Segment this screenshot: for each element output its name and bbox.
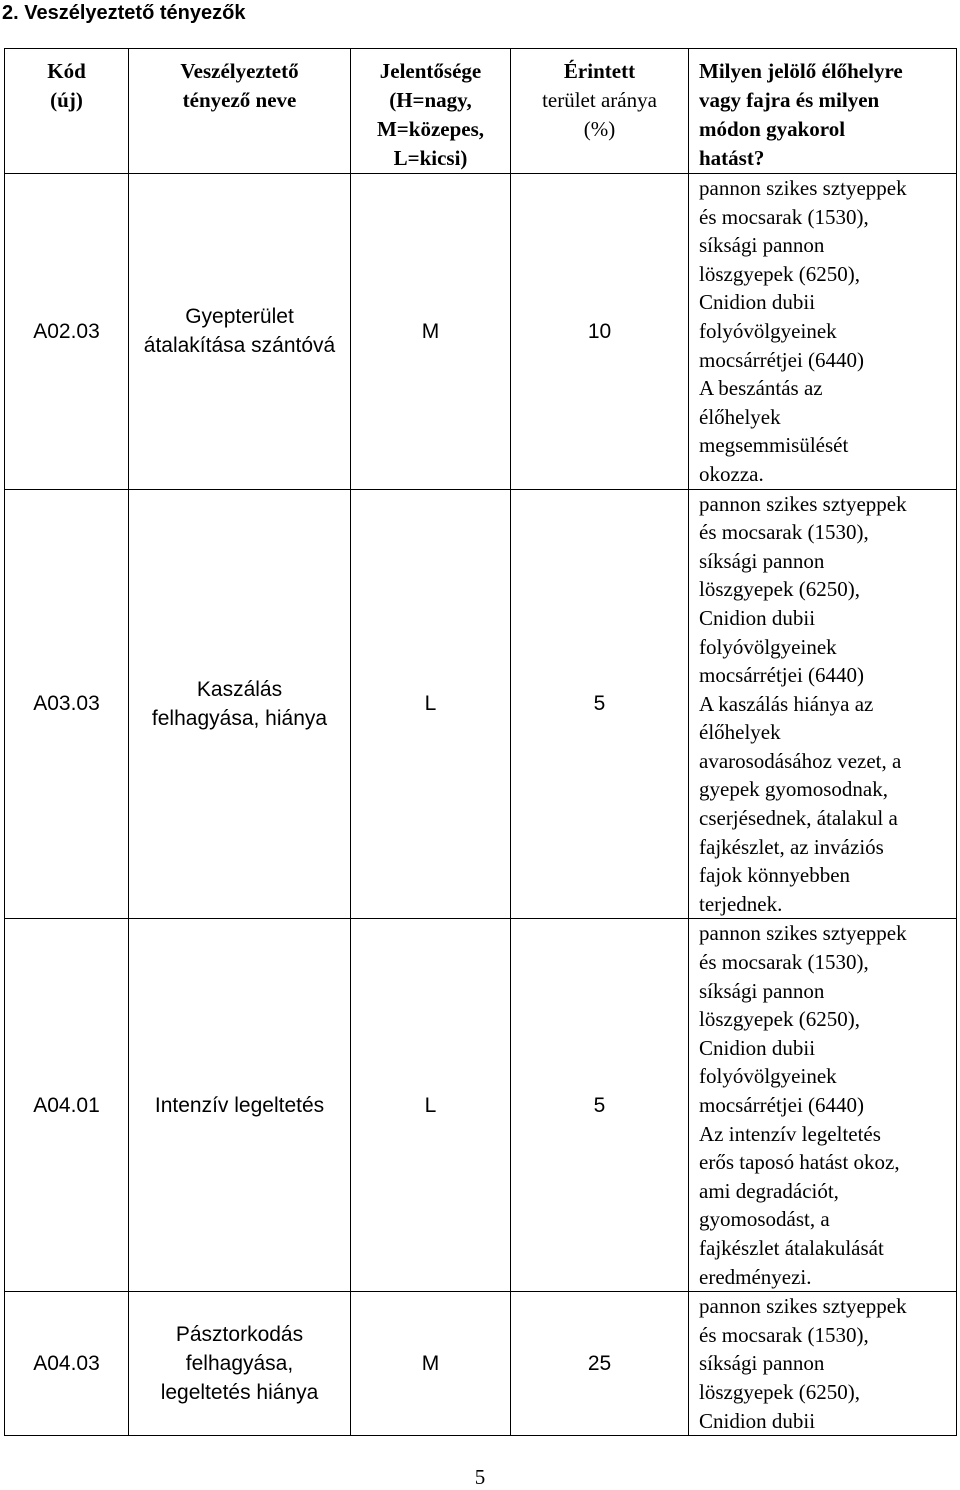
page-number: 5: [474, 1465, 486, 1489]
row-code: A04.03: [5, 1292, 129, 1436]
row-code: A02.03: [5, 174, 129, 490]
row-code: A03.03: [5, 489, 129, 919]
row-description: pannon szikes sztyeppek és mocsarak (1530), síksági pannon löszgyepek (6250), Cnidion dubii folyóvölgyeinek mocsárrétjei (6440) A kaszálás hiánya az élőhelyek avarosodásához vezet, a gyepek gyomosodnak, cserjésednek, átalakul a fajkészlet, az inváziós fajok könnyebben terjednek.: [689, 489, 957, 919]
row-name: Pásztorkodás felhagyása, legeltetés hiánya: [129, 1292, 351, 1436]
row-significance: M: [351, 1292, 511, 1436]
header-code-text: Kód (új): [47, 59, 86, 112]
table-row: [5, 174, 957, 490]
table-row: [5, 919, 957, 1292]
header-name: [129, 49, 351, 174]
header-impact-text: Milyen jelölő élőhelyre vagy fajra és milyen módon gyakorol hatást?: [699, 59, 903, 170]
row-percent: 10: [511, 174, 689, 490]
header-percent: [511, 49, 689, 174]
table-header-row: [5, 49, 957, 174]
threat-factors-table: [4, 48, 957, 1436]
header-impact: [689, 49, 957, 174]
row-name: Gyepterület átalakítása szántóvá: [129, 174, 351, 490]
section-title: 2. Veszélyeztető tényezők: [2, 2, 246, 24]
header-significance-text: Jelentősége (H=nagy, M=közepes, L=kicsi): [376, 59, 485, 170]
table-row: [5, 489, 957, 919]
row-significance: L: [351, 919, 511, 1292]
row-name: Kaszálás felhagyása, hiánya: [129, 489, 351, 919]
header-name-text: Veszélyeztető tényező neve: [180, 59, 299, 112]
header-percent-text: Érintett terület aránya (%): [542, 59, 657, 141]
row-description: pannon szikes sztyeppek és mocsarak (1530), síksági pannon löszgyepek (6250), Cnidion dubii: [689, 1292, 957, 1436]
row-percent: 5: [511, 919, 689, 1292]
row-percent: 5: [511, 489, 689, 919]
header-code: [5, 49, 129, 174]
row-significance: M: [351, 174, 511, 490]
row-significance: L: [351, 489, 511, 919]
header-significance: [351, 49, 511, 174]
row-name: Intenzív legeltetés: [129, 919, 351, 1292]
row-description: pannon szikes sztyeppek és mocsarak (1530), síksági pannon löszgyepek (6250), Cnidion dubii folyóvölgyeinek mocsárrétjei (6440) A beszántás az élőhelyek megsemmisülését okozza.: [689, 174, 957, 490]
row-description: pannon szikes sztyeppek és mocsarak (1530), síksági pannon löszgyepek (6250), Cnidion dubii folyóvölgyeinek mocsárrétjei (6440) Az intenzív legeltetés erős taposó hatást okoz, ami degradációt, gyomosodást, a fajkészlet átalakulását eredményezi.: [689, 919, 957, 1292]
table-row: [5, 1292, 957, 1436]
row-code: A04.01: [5, 919, 129, 1292]
row-percent: 25: [511, 1292, 689, 1436]
